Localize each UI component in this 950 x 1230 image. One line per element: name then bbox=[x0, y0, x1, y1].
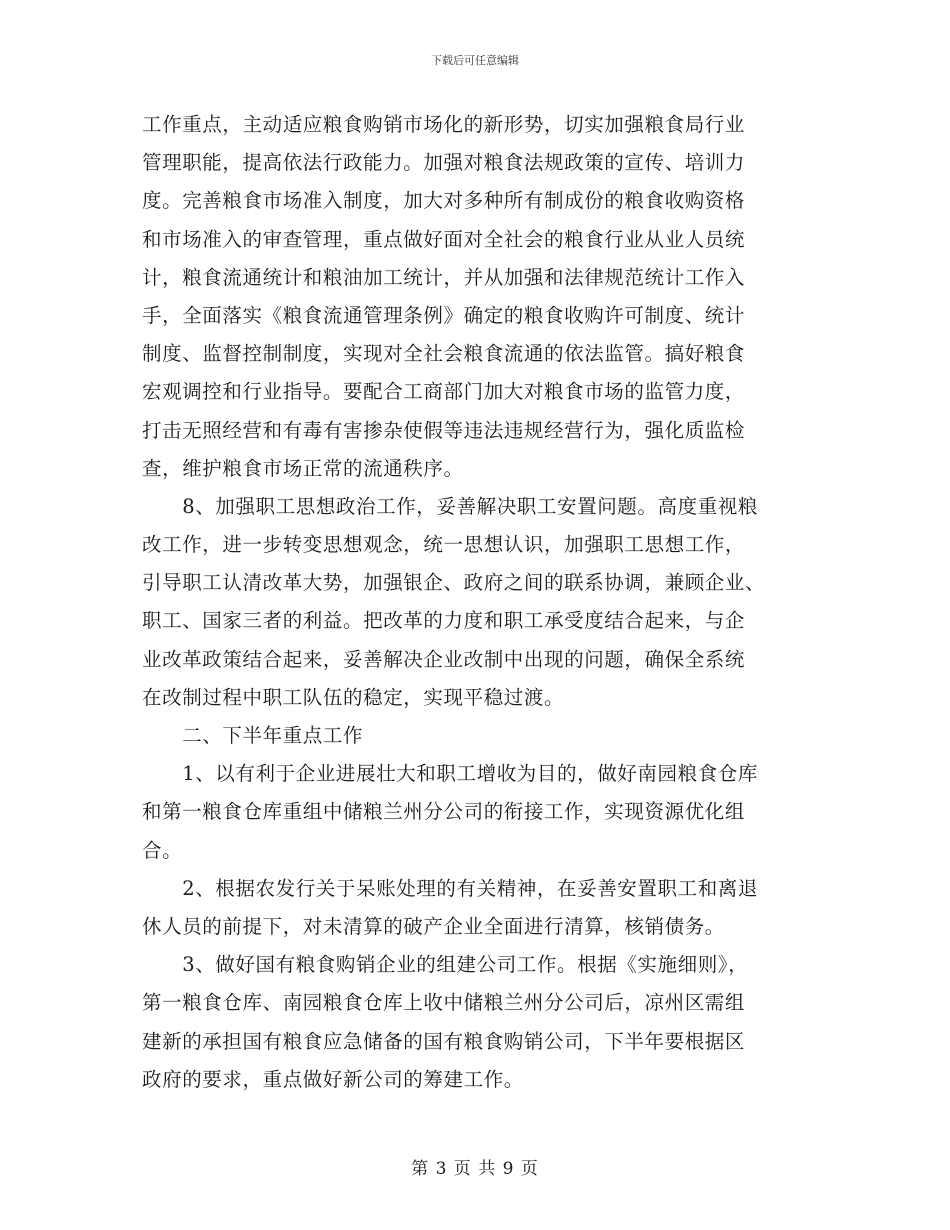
text-line: 管理职能，提高依法行政能力。加强对粮食法规政策的宣传、培训力 bbox=[142, 151, 746, 175]
document-body bbox=[142, 106, 802, 1099]
text-line: 度。完善粮食市场准入制度，加大对多种所有制成份的粮食收购资格 bbox=[142, 189, 746, 213]
page-number: 第 3 页 共 9 页 bbox=[411, 1159, 539, 1179]
text-line: 宏观调控和行业指导。要配合工商部门加大对粮食市场的监管力度， bbox=[142, 380, 746, 404]
text-line: 改工作，进一步转变思想观念，统一思想认识，加强职工思想工作， bbox=[142, 533, 746, 557]
text-line: 业改革政策结合起来，妥善解决企业改制中出现的问题，确保全系统 bbox=[142, 647, 746, 671]
text-line: 1、以有利于企业进展壮大和职工增收为目的，做好南园粮食仓库 bbox=[142, 762, 759, 786]
text-line: 和市场准入的审查管理，重点做好面对全社会的粮食行业从业人员统 bbox=[142, 227, 746, 251]
text-line: 和第一粮食仓库重组中储粮兰州分公司的衔接工作，实现资源优化组 bbox=[142, 800, 746, 824]
text-line: 3、做好国有粮食购销企业的组建公司工作。根据《实施细则》， bbox=[142, 953, 749, 977]
text-line: 休人员的前提下，对未清算的破产企业全面进行清算，核销债务。 bbox=[142, 914, 725, 938]
text-line: 合。 bbox=[142, 838, 183, 862]
section-heading: 二、下半年重点工作 bbox=[142, 724, 364, 747]
text-line: 计，粮食流通统计和粮油加工统计，并从加强和法律规范统计工作入 bbox=[142, 265, 746, 289]
text-line: 引导职工认清改革大势，加强银企、政府之间的联系协调，兼顾企业、 bbox=[142, 571, 766, 595]
text-line: 打击无照经营和有毒有害掺杂使假等违法违规经营行为，强化质监检 bbox=[142, 418, 746, 442]
text-line: 手，全面落实《粮食流通管理条例》确定的粮食收购许可制度、统计 bbox=[142, 303, 746, 327]
header-note: 下载后可任意编辑 bbox=[431, 54, 519, 67]
text-line: 政府的要求，重点做好新公司的筹建工作。 bbox=[142, 1067, 524, 1091]
text-line: 职工、国家三者的利益。把改革的力度和职工承受度结合起来，与企 bbox=[142, 609, 746, 633]
text-line: 2、根据农发行关于呆账处理的有关精神，在妥善安置职工和离退 bbox=[142, 876, 759, 900]
text-line: 8、加强职工思想政治工作，妥善解决职工安置问题。高度重视粮 bbox=[142, 494, 759, 518]
text-line: 查，维护粮食市场正常的流通秩序。 bbox=[142, 456, 464, 480]
text-line: 在改制过程中职工队伍的稳定，实现平稳过渡。 bbox=[142, 685, 565, 709]
text-line: 第一粮食仓库、南园粮食仓库上收中储粮兰州分公司后，凉州区需组 bbox=[142, 991, 746, 1015]
text-line: 制度、监督控制制度，实现对全社会粮食流通的依法监管。搞好粮食 bbox=[142, 342, 746, 366]
text-line: 工作重点，主动适应粮食购销市场化的新形势，切实加强粮食局行业 bbox=[142, 113, 746, 136]
text-line: 建新的承担国有粮食应急储备的国有粮食购销公司，下半年要根据区 bbox=[142, 1029, 746, 1053]
